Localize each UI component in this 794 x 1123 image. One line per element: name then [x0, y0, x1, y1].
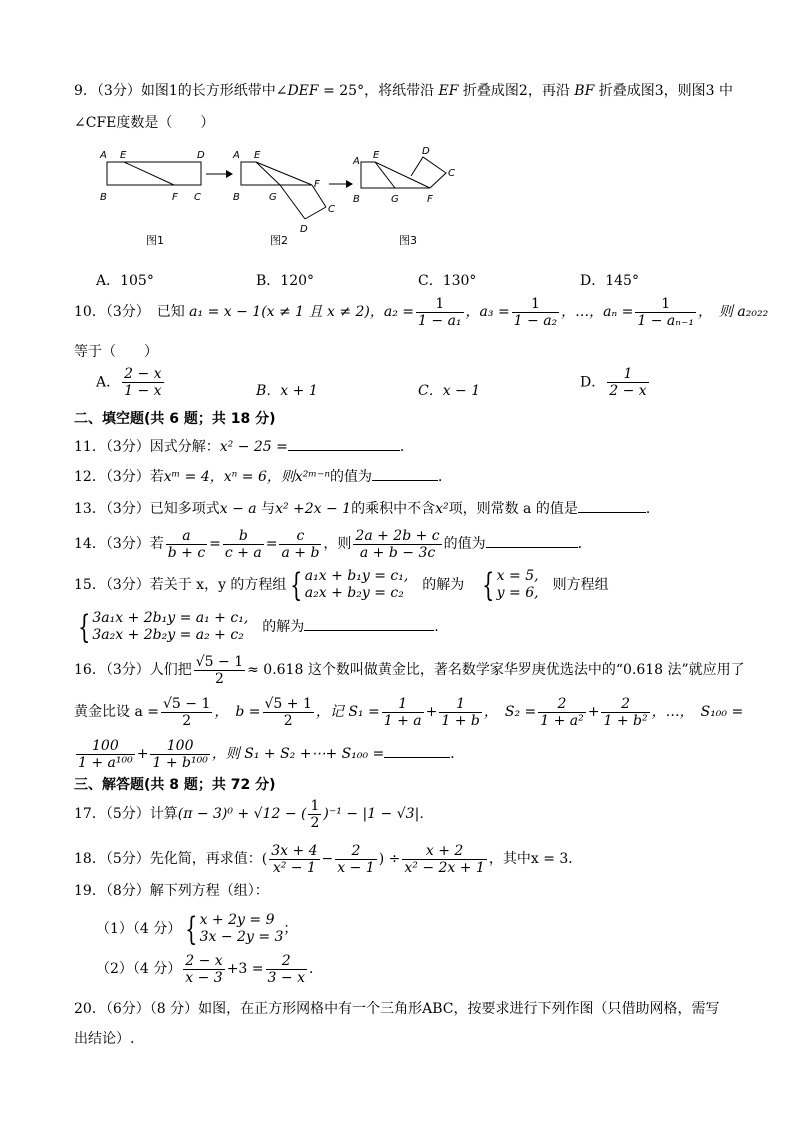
q12-tail: 的值为	[330, 469, 373, 485]
q15-end: .	[434, 619, 439, 635]
fig2-caption: 图2	[270, 234, 288, 247]
q15-system-1	[305, 568, 409, 602]
q10-option-c[interactable]: C．x − 1	[418, 383, 481, 399]
fig2-label-B: B	[233, 192, 240, 203]
q16-b-frac	[263, 696, 314, 729]
q10-option-d-num: 1	[607, 366, 648, 383]
q10-a2: a₂ =	[383, 304, 415, 320]
arrow-1	[206, 170, 233, 178]
q13-expr2: x² +2x − 1	[275, 501, 352, 517]
fig1-label-A: A	[100, 150, 107, 161]
q17-expr: (π − 3)⁰ + √12 − (	[177, 806, 307, 822]
q16-approx: ≈ 0.618 这个数叫做黄金比，著名数学家华罗庚优选法中的“0.618 法”就应用了	[247, 662, 745, 678]
q9-option-c[interactable]: C．130°	[418, 273, 477, 289]
q17	[74, 796, 433, 832]
q19-semi: ；	[283, 921, 298, 937]
q10-frac-an-den: 1 − aₙ₋₁	[637, 312, 694, 329]
q16-s100-plus: +	[136, 746, 149, 762]
q16-s1-frac-2-num: 1	[439, 696, 482, 713]
q10-option-d-label: D．	[580, 374, 606, 391]
q19-frac-2-num: 2	[266, 953, 307, 970]
q10-option-b[interactable]: B．x + 1	[256, 383, 318, 399]
q16-s100-frac-2	[150, 738, 209, 771]
q9-lead: 9．（3分）如图1的长方形纸带中∠	[74, 83, 288, 99]
q16-s2-plus: +	[587, 704, 600, 720]
q19-system-eq2: 3x − 2y = 3	[199, 929, 284, 945]
q16-s1-plus: +	[425, 704, 438, 720]
q19-mid: +3 =	[226, 961, 264, 977]
q13-mid2: 的乘积中不含	[351, 501, 436, 517]
q18-frac-3-den: x² − 2x + 1	[404, 859, 485, 876]
q9-ef: EF	[438, 83, 459, 99]
fig2-label-D: D	[300, 224, 308, 235]
q11-lead: 11．（3分）因式分解：	[74, 439, 220, 455]
fig2-label-A: A	[233, 150, 240, 161]
q15-brace-3: {	[78, 608, 91, 646]
q15-system-1-eq1: a₁x + b₁y = c₁,	[304, 568, 409, 584]
q15-brace-1: {	[290, 566, 303, 604]
q16-s1-frac-2-den: 1 + b	[441, 712, 480, 729]
q11	[74, 436, 414, 456]
fig1-label-D: D	[197, 150, 205, 161]
q18-frac-2-num: 2	[335, 843, 376, 860]
fig2-label-C: C	[328, 204, 335, 215]
q16-answer-blank[interactable]	[384, 743, 450, 758]
q16-s100-frac-1-den: 1 + a¹⁰⁰	[78, 754, 133, 771]
q14-end: ．	[577, 536, 592, 552]
fig1-label-C: C	[194, 192, 201, 203]
q16-tail: ，则 S₁ + S₂ +⋯+ S₁₀₀ =	[211, 746, 385, 762]
q18-div: ) ÷	[378, 851, 401, 867]
q15-system-1-eq2: a₂x + b₂y = c₂	[304, 585, 404, 601]
q15-solution-x: x = 5,	[496, 568, 539, 584]
fig1-label-E: E	[120, 150, 127, 161]
q13-mid: 与	[256, 501, 276, 517]
q11-answer-blank[interactable]	[288, 436, 400, 451]
q16-b-label: ， b =	[214, 704, 261, 720]
q10-a1: a₁ = x − 1(x ≠ 1 且 x ≠ 2)，	[189, 304, 384, 320]
q9-option-a[interactable]: A．105°	[96, 273, 154, 289]
q15-tail2: 的解为	[248, 619, 305, 635]
q10-stem	[74, 294, 768, 330]
q10-option-a-label: A．	[96, 374, 121, 391]
q18-tail: ，其中x = 3．	[488, 851, 583, 867]
q18-frac-1-den: x² − 1	[272, 859, 316, 876]
q10-option-d[interactable]	[580, 366, 651, 399]
fig3-label-C: C	[448, 168, 455, 179]
q16-s1-label: ，记 S₁ =	[315, 704, 380, 720]
q10-option-a[interactable]	[96, 366, 166, 399]
q19-brace: {	[185, 910, 198, 948]
q14-frac-2-num: b	[223, 528, 264, 545]
q10-frac-an	[635, 296, 696, 329]
q16-s2-frac-2	[601, 696, 649, 729]
q16-golden-den: 2	[214, 670, 224, 687]
q9-mid: 折叠成图2，再沿	[458, 83, 575, 99]
section-3-heading: 三、解答题(共 8 题；共 72 分)	[74, 777, 276, 793]
q19-system	[200, 912, 284, 946]
q10-a3: ，a₃ =	[465, 304, 510, 320]
q12-expr: xᵐ = 4，xⁿ = 6，则	[163, 469, 295, 485]
q18-lead: 18．（5分）先化简，再求值：(	[74, 851, 268, 867]
q14-frac-1	[166, 528, 207, 561]
figure-3	[361, 157, 446, 188]
q12-end: ．	[438, 469, 453, 485]
q16-lead: 16．（3分）人们把	[74, 662, 192, 678]
q19-frac-2	[266, 953, 307, 986]
q12-lead: 12．（3分）若	[74, 469, 164, 485]
fig1-label-F: F	[172, 192, 178, 203]
q10-option-a-frac	[122, 366, 163, 399]
q17-lead: 17．（5分）计算	[74, 806, 178, 822]
q15-line2	[74, 608, 439, 646]
q16-s100-frac-2-num: 100	[150, 738, 209, 755]
q13-expr3: x²	[435, 501, 449, 517]
q10-frac-an-num: 1	[635, 296, 696, 313]
fig3-label-B: B	[353, 194, 360, 205]
q16-s1-frac-2	[439, 696, 482, 729]
q18	[74, 840, 582, 878]
q14-frac-4-den: a + b − 3c	[359, 544, 436, 561]
q14-frac-3	[279, 528, 321, 561]
q14-answer-blank[interactable]	[486, 533, 578, 548]
q19-system-eq1: x + 2y = 9	[199, 912, 275, 928]
q16-s100-frac-2-den: 1 + b¹⁰⁰	[152, 754, 208, 771]
q16-a-num: √5 − 1	[162, 695, 211, 712]
q13-end: ．	[645, 501, 660, 517]
fig1-label-B: B	[100, 192, 107, 203]
q10-frac-a3-num: 1	[512, 296, 560, 313]
q15-lead: 15．（3分）若关于 x，y 的方程组	[74, 577, 287, 593]
q16-s2-frac-1	[538, 696, 586, 729]
q16-dots: ，…， S₁₀₀ =	[651, 704, 744, 720]
fig3-label-E: E	[373, 150, 380, 161]
q9-stem-line2: ∠CFE度数是（ ）	[74, 115, 215, 131]
q10-option-a-den: 1 − x	[124, 383, 162, 399]
q15-solution	[497, 568, 539, 602]
q14-frac-2-den: c + a	[224, 544, 262, 561]
q16-a-label: 黄金比设 a =	[74, 704, 159, 720]
figure-2	[241, 162, 326, 219]
fig2-label-F: F	[314, 179, 320, 190]
fig2-label-E: E	[254, 150, 261, 161]
q16-s2-frac-2-den: 1 + b²	[603, 712, 648, 729]
q16-s1-frac-1-num: 1	[382, 696, 424, 713]
fig3-label-F: F	[427, 194, 433, 205]
q19-part2	[96, 950, 323, 988]
q15-brace-2: {	[482, 566, 495, 604]
q14	[74, 526, 592, 562]
q16-end: ．	[450, 746, 465, 762]
q14-tail: 的值为	[443, 536, 486, 552]
fig3-label-G: G	[391, 194, 399, 205]
q14-frac-3-den: a + b	[281, 544, 320, 561]
q19-frac-1	[183, 953, 224, 986]
q13	[74, 498, 660, 518]
q9-angle: DEF	[287, 83, 319, 99]
q19-part1-label: （1）（4 分）	[96, 921, 182, 937]
q12-answer-blank[interactable]	[372, 466, 438, 481]
q10-an: ，…，aₙ =	[561, 304, 634, 320]
q18-frac-2	[335, 843, 376, 876]
q16-s1-frac-1-den: 1 + a	[383, 712, 422, 729]
section-2-heading: 二、填空题(共 6 题；共 18 分)	[74, 411, 276, 427]
q9-tail: 折叠成图3，则图3 中	[594, 83, 734, 99]
q15-tail: 则方程组	[538, 577, 609, 593]
q14-frac-3-num: c	[279, 528, 321, 545]
q16-line1	[74, 650, 745, 690]
q10-frac-a2	[416, 296, 464, 329]
q13-tail: 项，则常数 a 的值是	[448, 501, 578, 517]
q20-line2: 出结论）.	[74, 1031, 135, 1047]
q15-line1	[74, 566, 609, 604]
figure-1	[107, 162, 201, 185]
q11-end: ．	[399, 439, 414, 455]
q19-frac-1-den: x − 3	[185, 969, 223, 986]
q15-solution-y: y = 6,	[496, 585, 539, 601]
q17-half-den: 2	[310, 814, 320, 831]
q15-system-2-eq1: 3a₁x + 2b₁y = a₁ + c₁,	[92, 610, 249, 626]
q19-frac-1-num: 2 − x	[185, 952, 223, 969]
q16-s100-frac-1	[76, 738, 135, 771]
q16-s2-frac-2-num: 2	[601, 696, 649, 713]
q16-line2	[74, 692, 743, 732]
q19-part1	[96, 910, 297, 948]
q16-s1-frac-1	[382, 696, 424, 729]
q10-option-d-den: 2 − x	[609, 383, 647, 399]
q19-stem: 19．（8分）解下列方程（组）：	[74, 883, 269, 899]
q14-frac-1-num: a	[166, 528, 207, 545]
q12	[74, 466, 452, 486]
q14-frac-2	[223, 528, 264, 561]
q10-frac-a3-den: 1 − a₂	[513, 312, 558, 329]
q14-frac-4-num: 2a + 2b + c	[355, 527, 440, 544]
q9-figures	[90, 142, 470, 252]
arrow-2	[329, 180, 353, 188]
q9-option-b[interactable]: B．120°	[256, 273, 315, 289]
fig3-label-D: D	[422, 146, 430, 157]
q9-stem	[74, 82, 733, 100]
q20-line1: 20．（6分）（8 分）如图，在正方形网格中有一个三角形ABC，按要求进行下列作图（只借助网格，需写	[74, 1001, 720, 1017]
q10-option-d-frac	[607, 366, 648, 399]
q17-half	[308, 798, 321, 831]
q10-stem-line2: 等于（ ）	[74, 344, 158, 360]
q10-frac-a2-den: 1 − a₁	[418, 312, 462, 329]
q13-lead: 13．（3分）已知多项式	[74, 501, 220, 517]
fig2-label-G: G	[269, 192, 277, 203]
q14-eq-1: =	[209, 536, 221, 552]
q9-option-d[interactable]: D．145°	[580, 273, 639, 289]
q9-bf: BF	[574, 83, 595, 99]
q19-end: ．	[308, 961, 323, 977]
q13-answer-blank[interactable]	[578, 498, 646, 513]
q10-tail: ， 则 a₂₀₂₂	[697, 304, 769, 320]
q17-half-num: 1	[310, 797, 320, 814]
fig1-caption: 图1	[146, 234, 164, 247]
q16-golden-frac	[194, 654, 245, 687]
q14-eq-2: =	[265, 536, 278, 552]
fig3-caption: 图3	[399, 234, 417, 247]
q19-frac-2-den: 3 − x	[267, 969, 305, 986]
q10-frac-a2-num: 1	[416, 296, 464, 313]
q18-frac-1	[269, 843, 319, 876]
q18-frac-3-num: x + 2	[402, 843, 486, 860]
q18-frac-3	[402, 843, 486, 876]
q13-expr: x − a	[219, 501, 257, 517]
q10-frac-a3	[512, 296, 560, 329]
q16-a-den: 2	[182, 712, 192, 729]
q14-lead: 14．（3分）若	[74, 536, 164, 552]
q14-frac-1-den: b + c	[167, 544, 206, 561]
q19-part2-label: （2）（4 分）	[96, 961, 182, 977]
q18-minus: −	[321, 851, 334, 867]
q15-mid: 的解为	[408, 577, 479, 593]
q16-s2-frac-1-den: 1 + a²	[540, 712, 584, 729]
q18-frac-2-den: x − 1	[337, 859, 375, 876]
q16-b-den: 2	[283, 712, 293, 729]
q9-eq: = 25°，将纸带沿	[318, 83, 439, 99]
q15-system-2	[92, 610, 248, 644]
q14-frac-4	[353, 528, 441, 561]
q17-expr2: )⁻¹ − |1 − √3|．	[323, 806, 434, 822]
q11-expr: x² − 25 =	[219, 439, 288, 455]
q16-s2-frac-1-num: 2	[538, 696, 586, 713]
q16-line3	[74, 734, 464, 774]
fig3-label-A: A	[353, 156, 360, 167]
q16-b-num: √5 + 1	[264, 695, 312, 712]
q10-option-a-num: 2 − x	[124, 366, 162, 382]
q16-s2-label: ， S₂ =	[483, 704, 537, 720]
q12-expr2: x²ᵐ⁻ⁿ	[294, 469, 331, 485]
q10-lead: 10．（3分） 已知	[74, 304, 190, 320]
q14-then: ，则	[323, 536, 352, 552]
q18-frac-1-num: 3x + 4	[271, 842, 318, 859]
q15-system-2-eq2: 3a₂x + 2b₂y = a₂ + c₂	[92, 627, 244, 643]
q15-answer-blank[interactable]	[304, 616, 434, 631]
q16-golden-num: √5 − 1	[195, 653, 244, 670]
q16-s100-frac-1-num: 100	[76, 738, 135, 755]
q16-a-frac	[161, 696, 212, 729]
